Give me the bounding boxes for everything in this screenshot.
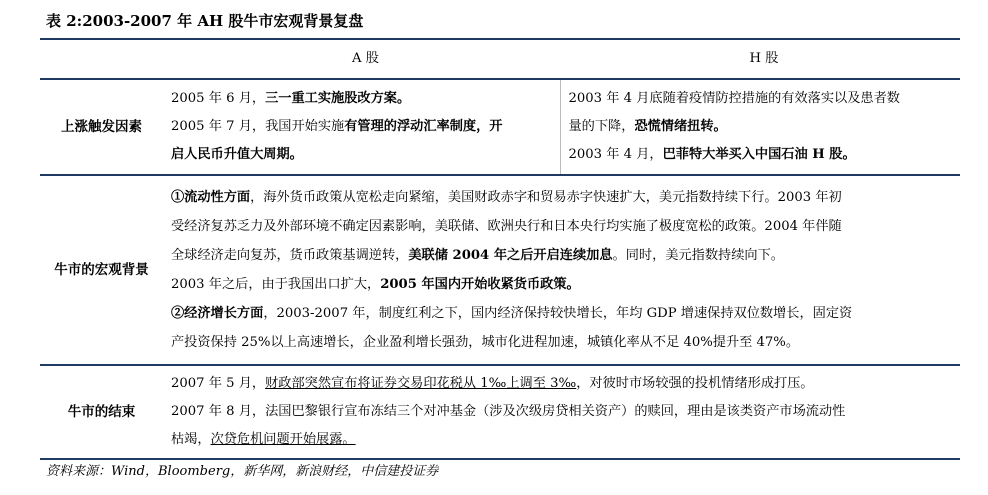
table-title: 表 2:2003-2007 年 AH 股牛市宏观背景复盘 xyxy=(46,12,364,30)
header-row xyxy=(40,40,960,79)
cell-h-trigger: 2003 年 4 月底随着疫情防控措施的有效落实以及患者数 量的下降，恐慌情绪扭转。 2003 年 4 月，巴菲特大举买入中国石油 H 股。 xyxy=(560,79,960,175)
header-empty xyxy=(40,40,163,79)
source-note: 资料来源：Wind，Bloomberg，新华网，新浪财经，中信建投证券 xyxy=(46,464,439,479)
header-h-share: H 股 xyxy=(560,40,960,79)
row-label-macro: 牛市的宏观背景 xyxy=(40,175,163,365)
cell-a-trigger: 2005 年 6 月，三一重工实施股改方案。 2005 年 7 月，我国开始实施有管理的浮动汇率制度，开 启人民币升值大周期。 xyxy=(163,79,560,175)
header-a-share: A 股 xyxy=(163,40,560,79)
cell-macro-background: ①流动性方面，海外货币政策从宽松走向紧缩，美国财政赤字和贸易赤字快速扩大，美元指数持续下行。2003 年初 受经济复苏乏力及外部环境不确定因素影响，美联储、欧洲央行和日本央行均实施了极度宽松的政策。2004 年伴随 全球经济走向复苏，货币政策基调逆转，美联储 2004 年之后开启连续加息。同时，美元指数持续向下。 2003 年之后，由于我国出口扩大，2005 年国内开始收紧货币政策。 ②经济增长方面，2003-2007 年，制度红利之下，国内经济保持较快增长，年均 GDP 增速保持双位数增长，固定资 产投资保持 25%以上高速增长，企业盈利增长强劲，城市化进程加速，城镇化率从不足 40%提升至 47%。 xyxy=(163,175,960,365)
table-row xyxy=(40,365,960,459)
table-row xyxy=(40,79,960,175)
table-row xyxy=(40,175,960,365)
row-label-trigger: 上涨触发因素 xyxy=(40,79,163,175)
row-label-end: 牛市的结束 xyxy=(40,365,163,459)
cell-bull-end: 2007 年 5 月，财政部突然宣布将证券交易印花税从 1‰上调至 3‰，对彼时市场较强的投机情绪形成打压。 2007 年 8 月，法国巴黎银行宣布冻结三个对冲基金（涉及次级房贷相关资产）的赎回，理由是该类资产市场流动性 枯竭，次贷危机问题开始展露。 xyxy=(163,365,960,459)
macro-table xyxy=(40,40,960,460)
